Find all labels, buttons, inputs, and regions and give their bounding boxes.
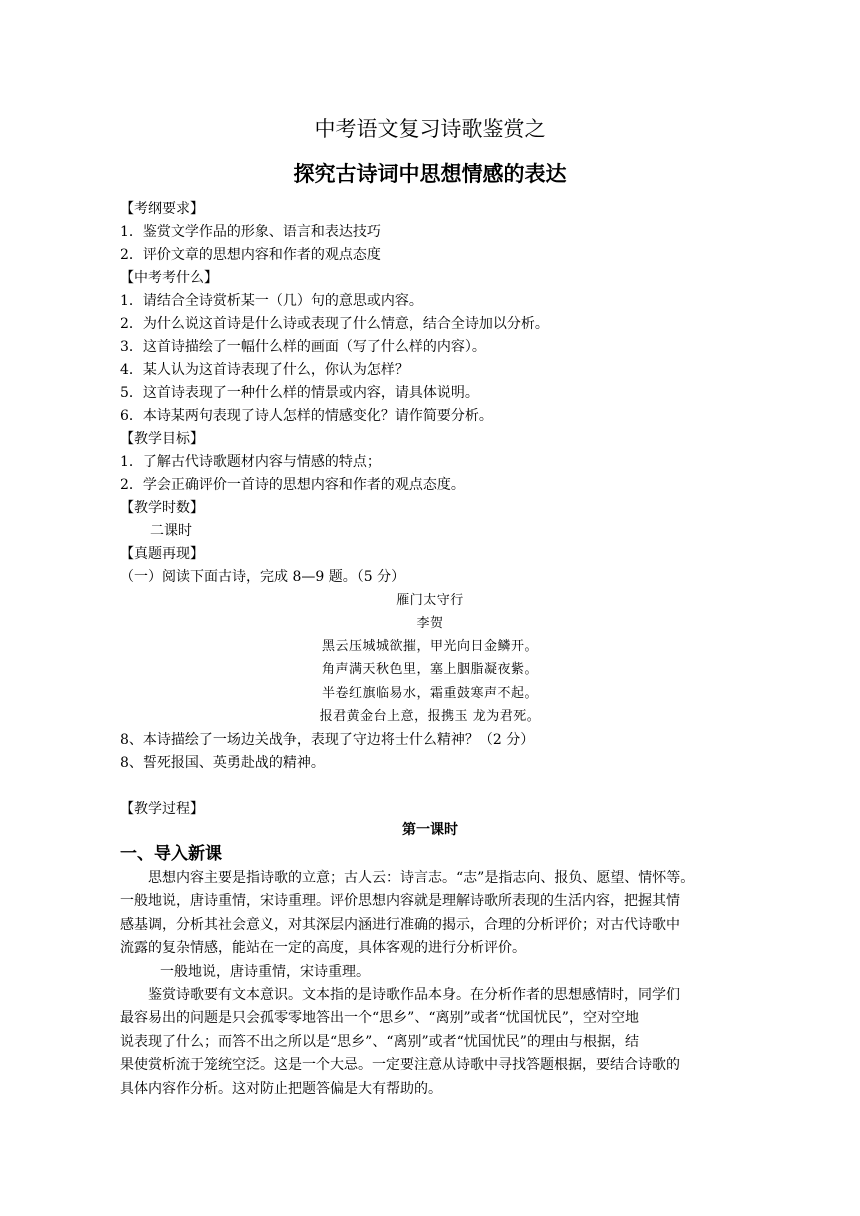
zhenti-question: 8、本诗描绘了一场边关战争，表现了守边将士什么精神？（2 分）: [120, 732, 535, 748]
zhongkao-item: 2．为什么说这首诗是什么诗或表现了什么情意，结合全诗加以分析。: [120, 316, 549, 332]
paragraph-1: [120, 867, 740, 961]
paragraph-line: 感基调，分析其社会意义，对其深层内涵进行准确的揭示，合理的分析评价；对古代诗歌中: [120, 916, 680, 933]
document-subtitle: 探究古诗词中思想情感的表达: [293, 162, 567, 186]
poem-line: 报君黄金台上意，报携玉 龙为君死。: [319, 709, 541, 724]
document-title: 中考语文复习诗歌鉴赏之: [314, 117, 546, 141]
poem-line: 半卷红旗临易水，霜重鼓寒声不起。: [321, 686, 538, 701]
paragraph-line: 说表现了什么；而答不出之所以是“思乡”、“离别”或者“忧国忧民”的理由与根据，结: [120, 1033, 639, 1050]
paragraph-line: 果使赏析流于笼统空泛。这是一个大忌。一定要注意从诗歌中寻找答题根据，要结合诗歌的: [120, 1057, 680, 1074]
zhongkao-item: 5．这首诗表现了一种什么样的情景或内容，请具体说明。: [120, 385, 479, 401]
zhongkao-item: 3．这首诗描绘了一幅什么样的画面（写了什么样的内容）。: [120, 339, 486, 355]
zhongkao-heading: 【中考考什么】: [120, 270, 218, 286]
paragraph-line: 一般地说，唐诗重情，宋诗重理。: [160, 964, 370, 980]
paragraph-line: 流露的复杂情感，能站在一定的高度，具体客观的进行分析评价。: [120, 940, 526, 957]
paragraph-line: 一般地说，唐诗重情，宋诗重理。评价思想内容就是理解诗歌所表现的生活内容，把握其情: [120, 893, 680, 910]
paragraph-3: [120, 984, 740, 1101]
kaogang-heading: 【考纲要求】: [120, 201, 204, 217]
paragraph-line: 最容易出的问题是只会孤零零地答出一个“思乡”、“离别”或者“忧国忧民”，空对空地: [120, 1010, 639, 1027]
poem-title: 雁门太守行: [396, 593, 464, 608]
guocheng-heading: 【教学过程】: [120, 801, 204, 817]
mubiao-item: 2．学会正确评价一首诗的思想内容和作者的观点态度。: [120, 477, 465, 493]
mubiao-heading: 【教学目标】: [120, 431, 204, 447]
zhongkao-item: 1．请结合全诗赏析某一（几）句的意思或内容。: [120, 293, 423, 309]
section-heading: 一、导入新课: [120, 844, 222, 864]
poem-line: 黑云压城城欲摧，甲光向日金鳞开。: [321, 639, 538, 654]
paragraph-line: 具体内容作分析。这对防止把题答偏是大有帮助的。: [120, 1080, 442, 1097]
shishu-heading: 【教学时数】: [120, 500, 204, 516]
kaogang-item: 2．评价文章的思想内容和作者的观点态度: [120, 247, 381, 263]
poem-line: 角声满天秋色里，塞上胭脂凝夜紫。: [321, 662, 538, 677]
paragraph-line: 思想内容主要是指诗歌的立意；古人云：诗言志。“志”是指志向、报负、愿望、情怀等。: [148, 870, 695, 886]
zhongkao-item: 4．某人认为这首诗表现了什么，你认为怎样？: [120, 362, 409, 378]
lesson-title: 第一课时: [402, 822, 458, 838]
zhongkao-item: 6．本诗某两句表现了诗人怎样的情感变化？请作简要分析。: [120, 408, 493, 424]
paragraph-2: [120, 961, 740, 984]
mubiao-item: 1．了解古代诗歌题材内容与情感的特点；: [120, 454, 381, 470]
zhenti-answer: 8、誓死报国、英勇赴战的精神。: [120, 755, 325, 771]
shishu-value: 二课时: [150, 523, 192, 539]
kaogang-item: 1．鉴赏文学作品的形象、语言和表达技巧: [120, 224, 381, 240]
paragraph-line: 鉴赏诗歌要有文本意识。文本指的是诗歌作品本身。在分析作者的思想感情时，同学们: [148, 987, 680, 1003]
zhenti-heading: 【真题再现】: [120, 546, 204, 562]
zhenti-intro: （一）阅读下面古诗，完成 8—9 题。（5 分）: [120, 569, 406, 585]
poem-author: 李贺: [416, 616, 444, 631]
